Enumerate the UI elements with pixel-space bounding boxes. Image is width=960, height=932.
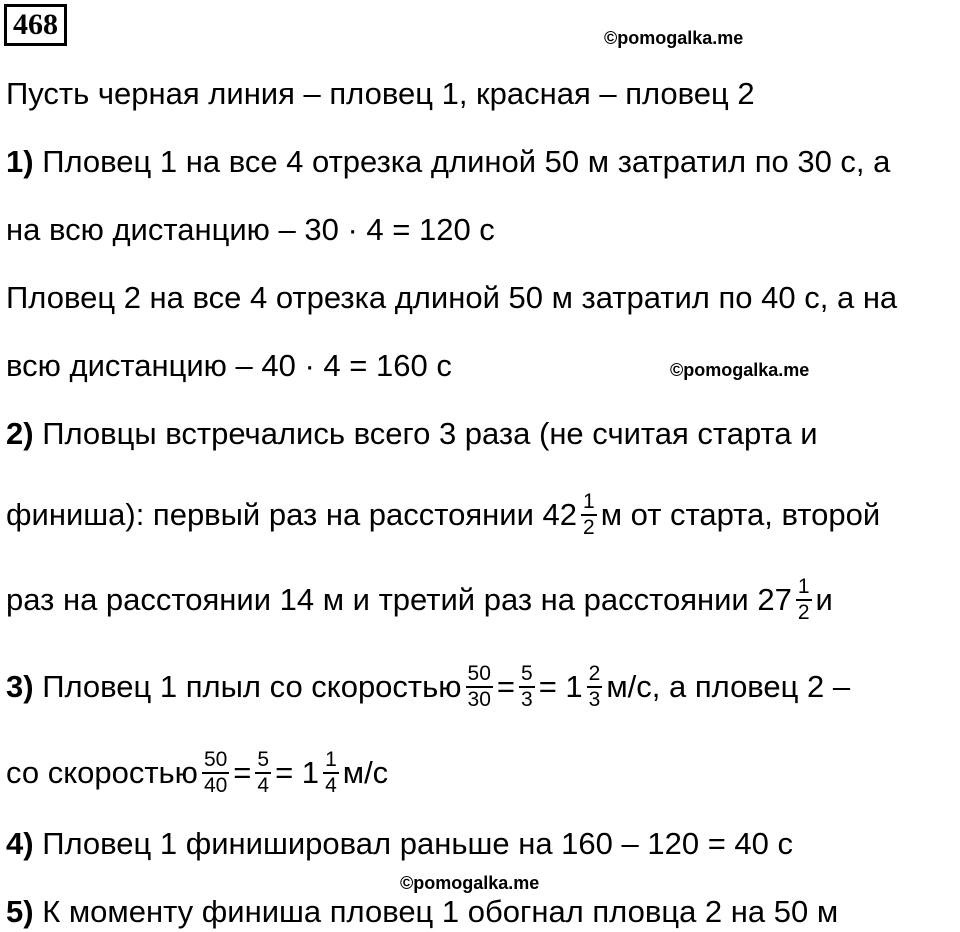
denominator: 3	[521, 688, 533, 711]
text-line-step2-cont1	[6, 490, 880, 540]
numerator: 50	[466, 662, 493, 688]
watermark: ©pomogalka.me	[604, 28, 744, 48]
text-line-swimmer2-cont	[6, 346, 452, 386]
numerator: 1	[581, 490, 597, 516]
text-line-step3-cont	[6, 748, 388, 798]
text-line-intro	[6, 74, 755, 114]
numerator: 1	[796, 575, 812, 601]
line-text: м/с	[342, 755, 389, 790]
fraction	[519, 662, 535, 712]
line-text: Пловцы встречались всего 3 раза (не считая старта и	[33, 416, 818, 451]
numerator: 1	[323, 748, 339, 774]
watermark: ©pomogalka.me	[670, 360, 810, 380]
line-text: Пловец 1 финишировал раньше на 160 – 120 = 40 с	[33, 826, 794, 861]
line-text: и	[815, 582, 833, 617]
text-line-step4	[6, 824, 793, 864]
step-number: 4)	[6, 826, 34, 861]
line-text: всю дистанцию – 40 · 4 = 160 с	[6, 348, 452, 383]
line-text: финиша): первый раз на расстоянии 42	[6, 497, 578, 532]
step-number: 3)	[6, 669, 34, 704]
fraction	[202, 748, 229, 798]
line-text: = 1	[538, 669, 583, 704]
line-text: раз на расстоянии 14 м и третий раз на расстоянии 27	[6, 582, 792, 617]
fraction	[255, 748, 271, 798]
step-number: 5)	[6, 894, 34, 929]
fraction	[466, 662, 493, 712]
text-line-step5	[6, 892, 838, 932]
numerator: 2	[587, 662, 603, 688]
step-number: 1)	[6, 144, 34, 179]
line-text: К моменту финиша пловец 1 обогнал пловца 2 на 50 м	[33, 894, 839, 929]
text-line-step2-cont2	[6, 575, 833, 625]
fraction	[587, 662, 603, 712]
line-text: = 1	[275, 755, 320, 790]
line-text: Пловец 2 на все 4 отрезка длиной 50 м затратил по 40 с, а на	[6, 280, 898, 315]
text-line-step1-cont	[6, 210, 495, 250]
fraction	[323, 748, 339, 798]
line-text: Пловец 1 плыл со скоростью	[33, 669, 462, 704]
step-number: 2)	[6, 416, 34, 451]
denominator: 4	[325, 774, 337, 797]
denominator: 2	[797, 601, 810, 624]
numerator: 5	[519, 662, 535, 688]
numerator: 50	[202, 748, 229, 774]
line-text: со скоростью	[6, 755, 198, 790]
line-text: м от старта, второй	[600, 497, 881, 532]
text-line-swimmer2	[6, 278, 897, 318]
line-text: Пловец 1 на все 4 отрезка длиной 50 м затратил по 30 с, а	[33, 144, 891, 179]
denominator: 40	[203, 774, 228, 797]
watermark: ©pomogalka.me	[400, 873, 540, 893]
denominator: 2	[583, 516, 595, 539]
line-text: на всю дистанцию – 30 · 4 = 120 с	[6, 212, 495, 247]
fraction	[796, 575, 812, 625]
line-text: =	[496, 669, 515, 704]
line-text: =	[233, 755, 252, 790]
fraction	[581, 490, 597, 540]
line-text: Пусть черная линия – пловец 1, красная – пловец 2	[6, 76, 755, 111]
text-line-step2	[6, 414, 818, 454]
denominator: 3	[588, 688, 601, 711]
denominator: 30	[467, 688, 491, 711]
text-line-step3	[6, 662, 850, 712]
text-line-step1	[6, 142, 890, 182]
line-text: м/с, а пловец 2 –	[606, 669, 851, 704]
denominator: 4	[257, 774, 270, 797]
numerator: 5	[255, 748, 271, 774]
task-number-box: 468	[4, 4, 67, 46]
